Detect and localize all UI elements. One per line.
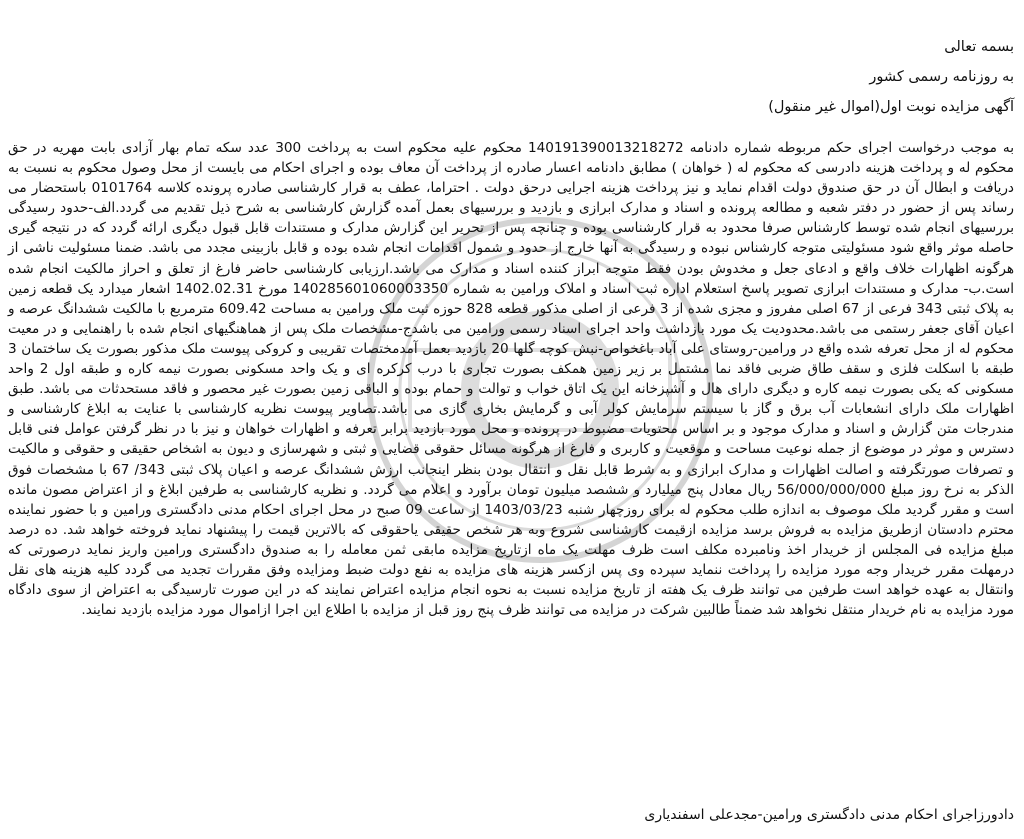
invocation-line: بسمه تعالی bbox=[944, 39, 1014, 55]
notice-title: آگهی مزایده نوبت اول(اموال غیر منقول) bbox=[768, 99, 1014, 115]
addressee-line: به روزنامه رسمی کشور bbox=[869, 69, 1014, 85]
notice-body: به موجب درخواست اجرای حکم مربوطه شماره دادنامه 140191390013218272 محکوم علیه محکوم است به پرداخت 300 عدد سکه تمام بهار آزادی بابت مهریه در حق محکوم له و پرداخت هزینه دادرسی که محکوم له ( خواهان ) مطابق دادنامه اعسار صادره از پرداخت آن معاف بوده و اجرای احکام می بایست از محل وصول محکوم به نسبت به دریافت و ابطال آن در حق صندوق دولت اقدام نماید و نیز پرداخت هزینه اجرایی درحق دولت . احتراما، عطف به قرار کارشناسی صادره پرونده کلاسه 0101764 باستحضار می رساند پس از حضور در دفتر شعبه و مطالعه پرونده و اسناد و مدارک ابرازی و بازدید و بررسیهای بعمل آمده گزارش کارشناسی به شرح ذیل تقدیم می گردد.الف-حدود رسیدگی بررسیهای انجام شده توسط کارشناس صرفا محدود به قرار کارشناسی بوده و چنانچه پس از تحریر این گزارش مدارک و مستندات قابل قبول دیگری ارائه گردد که در نتیجه گیری حاصله موثر واقع شود مسئولیتی متوجه کارشناس نبوده و رسیدگی به آنها خارج از حدود و شمول اقدامات انجام شده بوده و قابل بازبینی مجدد می باشد. ضمنا مسئولیت ناشی از هرگونه اظهارات خلاف واقع و ادعای جعل و مخدوش بودن فقط متوجه ابراز کننده اسناد و مدارک می باشد.ارزیابی کارشناسی حاضر فارغ از تعلق و احراز مالکیت انجام شده است.ب- مدارک و مستندات ابرازی تصویر پاسخ استعلام اداره ثبت اسناد و املاک ورامین به شماره 140285601060003350 مورخ 1402.02.31 اشعار میدارد یک قطعه زمین به پلاک ثبتی 343 فرعی از 67 اصلی مفروز و مجزی شده از 3 فرعی از اصلی مذکور قطعه 828 حوزه ثبت ملک ورامین به مساحت 609.42 مترمربع با مالکیت ششدانگ عرصه و اعیان آقای جعفر رستمی می باشد.محدودیت یک مورد بازداشت واحد اجرای اسناد رسمی ورامین می باشدج-مشخصات ملک پس از هماهنگیهای انجام شده با راهنمایی و در معیت محکوم له از محل تعرفه شده واقع در ورامین-روستای علی آباد باغخواص-نبش کوچه گلها 20 بازدید بعمل آمدمختصات تقریبی و کروکی پیوست ملک مذکور بصورت یک ساختمان 3 طبقه با اسکلت فلزی و سقف طاق ضربی فاقد نما مشتمل بر زیر زمین همکف بصورت تجاری با درب کرکره ای و یک واحد مسکونی بصورت نیمه کاره و طبقه اول 2 واحد مسکونی که یکی بصورت نیمه کاره و دیگری دارای هال و آشپزخانه این یک اتاق خواب و توالت و حمام بوده و الباقی زمین بصورت غیر محصور و فاقد مستحدثات می باشد. طبق اظهارات ملک دارای انشعابات آب برق و گاز با سیستم سرمایش کولر آبی و گرمایش بخاری گازی می باشد.تصاویر پیوست نظریه کارشناسی با عنایت به ابلاغ کارشناسی و مندرجات متن گزارش و اسناد و مدارک موجود و بر اساس محتویات مضبوط در پرونده و محل مورد بازدید برابر تعرفه و اظهارات خواهان و نیز با در نظر گرفتن عوامل فنی قابل دسترس و موثر در موضوع از جمله نوعیت مساحت و موقعیت و کاربری و فارغ از هرگونه مسائل حقوقی قضایی و ثبتی و شهرسازی و دیون به اشخاص حقیقی و حقوقی و مالکیت و تصرفات صورتگرفته و اصالت اظهارات و مدارک ابرازی و به شرط قابل نقل و انتقال بودن بنظر اینجانب ارزش ششدانگ عرصه و اعیان پلاک ثبتی 343/ 67 با مشخصات فوق الذکر به نرخ روز مبلغ 56/000/000/000 ریال معادل پنج میلیارد و ششصد میلیون تومان برآورد و اعلام می گردد. و نظریه کارشناسی به طرفین ابلاغ و از اعتراض مصون مانده است و مقرر گردید ملک موصوف به اندازه طلب محکوم له برای روزچهار شنبه 1403/03/23 از ساعت 09 صبح در محل اجرای احکام مدنی دادگستری ورامین و با حضور نماینده محترم دادستان ازطریق مزایده به فروش برسد مزایده ازقیمت کارشناسی شروع وبه هر شخص حقیقی یاحقوقی که بالاترین قیمت را پیشنهاد نماید فروخته خواهد شد. ده درصد مبلغ مزایده فی المجلس از خریدار اخذ ونامبرده مکلف است ظرف مهلت یک ماه ازتاریخ مزایده مابقی ثمن معامله را به صندوق دادگستری ورامین واریز نماید درصورتی که درمهلت مقرر خریدار وجه مورد مزایده را پرداخت ننماید سپرده وی پس ازکسر هزینه های مزایده به نفع دولت ضبط ومزایده وفق مقررات تجدید می گردد کلیه هزینه های نقل وانتقال به عهده خواهد است طرفین می توانند ظرف یک هفته از تاریخ مزایده نسبت به نحوه انجام مزایده اعتراض نمایند که در این صورت تارسیدگی به اعتراض از سوی دادگاه مورد مزایده به نام خریدار منتقل نخواهد شد ضمناً طالبین شرکت در مزایده می توانند ظرف پنج روز قبل از مزایده با اطلاع این اجرا ازاموال مورد مزایده بازدید نمایند. bbox=[8, 140, 1014, 619]
signature-line: دادورزاجرای احکام مدنی دادگستری ورامین-مجدعلی اسفندیاری bbox=[644, 807, 1014, 823]
